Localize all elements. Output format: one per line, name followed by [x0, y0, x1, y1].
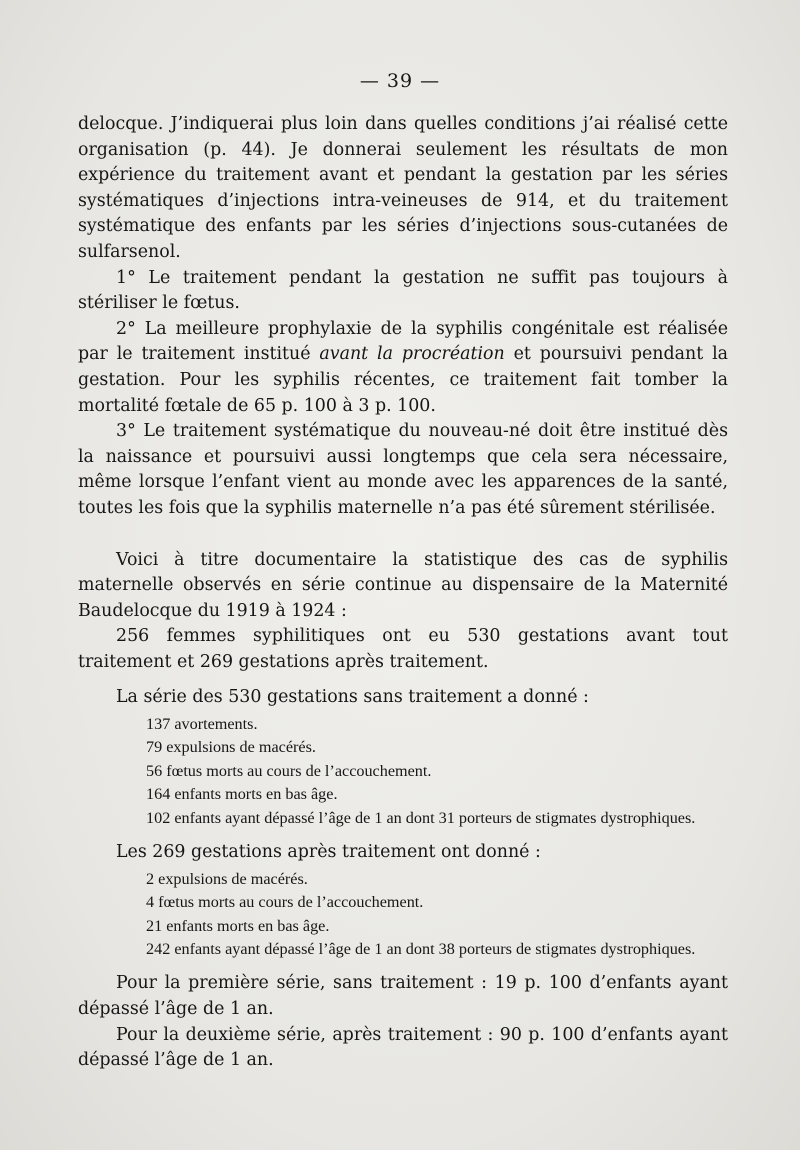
women-count: 256 femmes syphilitiques ont eu 530 gestations avant tout traitement et 269 gestations après traitement. — [78, 626, 728, 672]
stats-intro: Voici à titre documentaire la statistique des cas de syphilis maternelle observés en série continue au dispensaire de la Maternité Baudelocque du 1919 à 1924 : — [78, 549, 728, 621]
list-item: 2 expulsions de macérés. — [146, 869, 308, 888]
point-2-end: et poursuivi pendant la gestation. Pour les syphilis récentes, ce traitement fait tomber la mortalité fœtale de 65 p. 100 à 3 p. 100. — [78, 344, 728, 416]
series-1-heading: La série des 530 gestations sans traitement a donné : — [116, 687, 589, 708]
list-item: 102 enfants ayant dépassé l’âge de 1 an dont 31 porteurs de stigmates dystrophiques. — [146, 808, 696, 827]
paragraph-gap — [78, 522, 728, 548]
point-2-start: 2° La meilleure prophylaxie de la syphilis congénitale est réalisée par le traitement institué — [78, 318, 728, 365]
list-item: 164 enfants morts en bas âge. — [146, 785, 338, 804]
series-1-list — [78, 713, 728, 830]
section-gap — [78, 961, 728, 971]
paragraph-continuation: delocque. J’indiquerai plus loin dans quelles conditions j’ai réalisé cette organisation (p. 44). Je donnerai seulement les résultats de mon expérience du traitement avant et pendant la gestation par les séries systématiques d’injections intra-veineuses de 914, et du traitement systématique des enfants par les séries d’injections sous-cutanées de sulfarsenol. — [78, 114, 728, 262]
list-item: 21 enfants morts en bas âge. — [146, 916, 330, 935]
point-3: 3° Le traitement systématique du nouveau-né doit être institué dès la naissance et poursuivi aussi longtemps que cela sera nécessaire, même lorsque l’enfant vient au monde avec les apparences de la santé, toutes les fois que la syphilis maternelle n’a pas été sûrement stérilisée. — [78, 421, 728, 518]
section-gap — [78, 830, 728, 840]
list-item: 56 fœtus morts au cours de l’accouchement. — [146, 761, 432, 780]
point-2 — [78, 317, 728, 419]
series-2-heading: Les 269 gestations après traitement ont donné : — [116, 842, 541, 863]
conclusion-1: Pour la première série, sans traitement : 19 p. 100 d’enfants ayant dépassé l’âge de 1 an. — [78, 973, 728, 1019]
series-2-list — [78, 868, 728, 962]
conclusion-2: Pour la deuxième série, après traitement : 90 p. 100 d’enfants ayant dépassé l’âge de 1 an. — [78, 1024, 728, 1071]
body-text — [78, 112, 728, 1074]
list-item: 79 expulsions de macérés. — [146, 738, 316, 757]
list-item: 137 avortements. — [146, 715, 258, 734]
list-item: 4 fœtus morts au cours de l’accouchement. — [146, 893, 424, 912]
page-number: — 39 — — [359, 70, 441, 92]
section-gap — [78, 675, 728, 685]
point-1: 1° Le traitement pendant la gestation ne suffit pas toujours à stériliser le fœtus. — [78, 267, 728, 314]
point-2-italic: avant la procréation — [319, 344, 505, 365]
list-item: 242 enfants ayant dépassé l’âge de 1 an dont 38 porteurs de stigmates dystrophiques. — [146, 939, 696, 958]
